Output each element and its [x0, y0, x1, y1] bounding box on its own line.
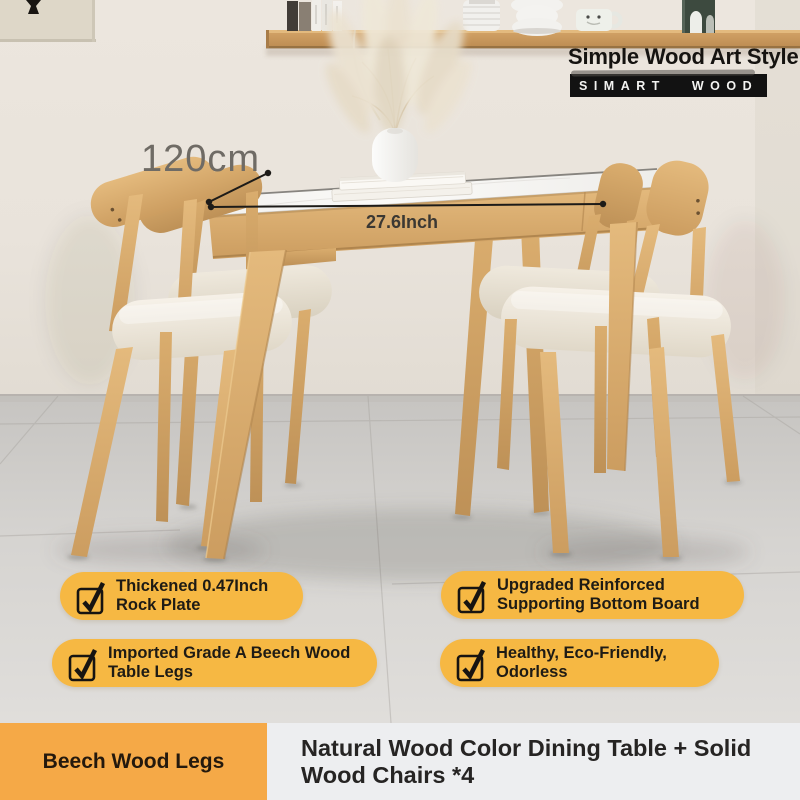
shelf-vase-curvy: [511, 0, 563, 36]
footer-product-title-text: Natural Wood Color Dining Table + Solid Wood Chairs *4: [301, 735, 752, 788]
feature-badge-beech-legs: [52, 639, 377, 687]
checkbox-icon: [67, 644, 97, 682]
feature-badge-rock-plate: [60, 572, 303, 620]
feature-badge-bottom-board: [441, 571, 744, 619]
dimension-length-inch: 27.6Inch: [366, 212, 439, 232]
picture-frame: [0, 0, 96, 42]
checkbox-icon: [455, 644, 485, 682]
footer-left-label: [0, 723, 267, 800]
brand-tagline: Simple Wood Art Style: [568, 44, 799, 69]
feature-label: Imported Grade A Beech Wood Table Legs: [108, 644, 351, 681]
feature-label: Upgraded Reinforced Supporting Bottom Board: [497, 576, 700, 613]
footer-bar: [0, 723, 800, 800]
shelf-green-arch-decor: [682, 0, 715, 33]
table-vase: [372, 128, 418, 182]
brand-block: [568, 44, 799, 97]
footer-product-title: [267, 723, 800, 800]
dimension-length-cm: 120cm: [141, 138, 261, 180]
brand-logo-text: SIMART WOOD: [579, 78, 759, 93]
checkbox-icon: [75, 577, 105, 615]
footer-left-text: Beech Wood Legs: [42, 749, 225, 773]
checkbox-icon: [456, 576, 486, 614]
feature-label: Thickened 0.47Inch Rock Plate: [116, 577, 269, 614]
shelf-vase-ribbed: [463, 0, 500, 31]
feature-label: Healthy, Eco-Friendly, Odorless: [496, 644, 667, 681]
brand-logo-bar: [570, 74, 767, 97]
feature-badge-eco-friendly: [440, 639, 719, 687]
